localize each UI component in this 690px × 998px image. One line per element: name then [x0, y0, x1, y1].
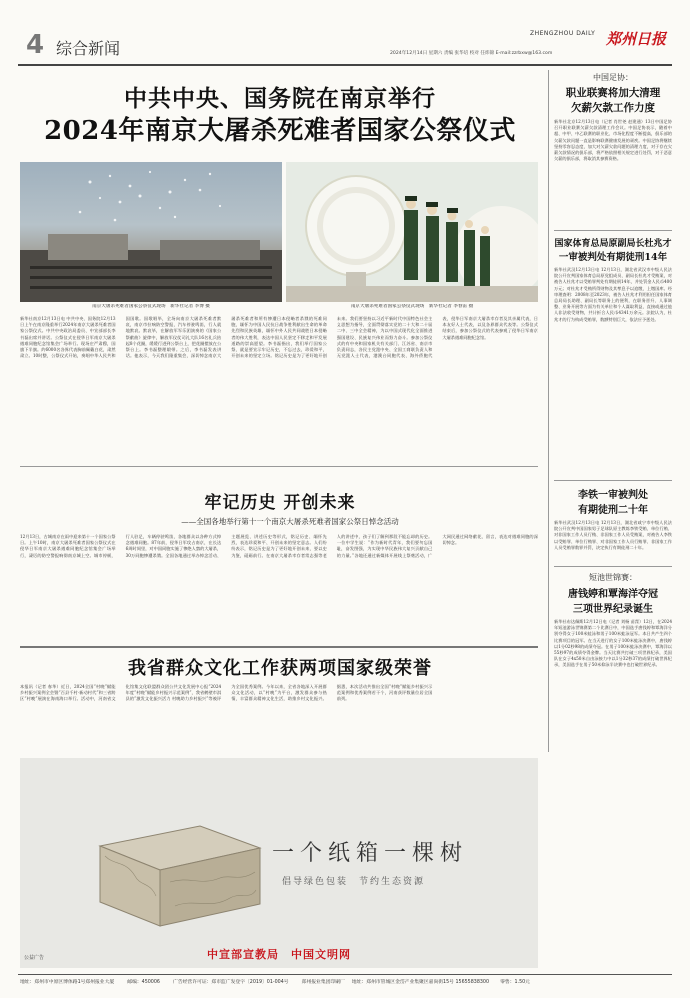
ad-footer: 中宣部宣教局 中国文明网 — [207, 948, 351, 961]
lead-headline-line1: 中共中央、国务院在南京举行 — [124, 85, 436, 112]
article2-headline-2: 一审被判处有期徒刑14年 — [558, 252, 668, 263]
divider-1 — [20, 466, 538, 467]
public-service-ad — [20, 758, 538, 968]
article2-body: 新华社武汉12月13日电 12月13日，湖北省武汉市中级人民法院公开宣判国家体育总局原党组成员、副局长杜兆才受贿案，对被告人杜兆才以受贿罪判处有期徒刑14年，并处罚金人民币400万元；对杜兆才受贿所得财物及其孳息予以追缴，上缴国库。经审理查明：2008年至2023年，被告人杜兆才利用担任国家体育总局局长助理、副局长等职务上的便利，在职务晋升、人事调整、业务开展等方面为有关单位和个人谋取利益，直接或通过他人非法收受财物，共计折合人民币4341万余元。法院认为，杜兆才的行为构成受贿罪，数额特别巨大，依法应予惩处。 — [554, 267, 672, 322]
masthead-meta: 2024年12月14日 星期六 责编 张华培 校对 任炜锦 E-mail:zzrbxw@163.com — [390, 51, 553, 56]
article1-body: 新华社北京12月13日电（记者 肖世尧 赵建通）13日中国足协召开职业联赛欠薪欠款清理工作会议。中国足协表示，随着中超、中甲、中乙联赛的职业化、市场化程度不断提高，俱乐部的欠薪欠款问题一直是影响联赛健康发展的顽疾。中国足协将继续坚持零容忍态度，加大对欠薪欠款问题的清理力度，对于存在欠薪欠款情况的俱乐部，将严格依照相关规定进行处罚，对于恶意欠薪的俱乐部，将取消其参赛资格。 — [554, 119, 672, 162]
article4-headline-1: 唐钱婷和覃海洋夺冠 — [568, 589, 658, 600]
column-separator — [548, 70, 549, 752]
footer-printer: 郑州报业集团印刷厂 — [301, 980, 345, 985]
article3-body: 新华社武汉12月13日电 12月13日，湖北省咸宁市中级人民法院公开宣判中国国家男子足球队原主教练李铁受贿、单位行贿、对非国家工作人员行贿、非国家工作人员受贿案，对被告人李铁以受贿罪、单位行贿罪、对非国家工作人员行贿罪、非国家工作人员受贿罪数罪并罚，决定执行有期徒刑二十年。 — [554, 520, 672, 550]
lead-headline-line2: 2024年南京大屠杀死难者国家公祭仪式 — [44, 116, 516, 146]
article4-headline-2: 三项世界纪录诞生 — [573, 604, 653, 615]
paper-name-en: ZHENGZHOU DAILY — [530, 30, 596, 37]
ad-title: 一个纸箱一棵树 — [272, 841, 469, 866]
footer-phone: 15655838300 — [455, 980, 490, 985]
sub-feature-headline: 牢记历史 开创未来 — [204, 493, 356, 513]
sub-feature-body: 12月13日，古城南京在雨中迎来第十一个国家公祭日。上午10时，南京大屠杀死难者国家公祭仪式在侵华日军南京大屠杀遇难同胞纪念馆集会广场举行，凄厉的防空警报响彻南京城上空。城市停顿，行人驻足，车辆停驶鸣笛，各地群众以各种方式悼念遇难同胞。87年前，侵华日军攻占南京，在长达6周时间里，对中国同胞实施了惨绝人寰的大屠杀，30万同胞惨遭杀戮。全国各地通过举办悼念活动、主题展览、讲述历史等形式，铭记历史、缅怀先烈，表达珍爱和平、开创未来的坚定意志。人们纷纷表示，铭记历史是为了更好地开创未来，要以史为鉴，砥砺前行。在南京大屠杀幸存者常志强等老人的讲述中，孩子们了解到那段不能忘却的历史。一位中学生说：“作为新时代青年，我们要勿忘国耻，奋发图强，为实现中华民族伟大复兴贡献自己的力量。”各地还通过新媒体开展线上祭奠活动，广大网民通过网络献花、留言，表达对遇难同胞的深切悼念。 — [20, 534, 538, 558]
feature-body: 本报讯（记者 春华）近日，2024全国“村晚”赋能乡村振兴案例全会暨“百县千村·新动村代”和三省跨区“村晚”展演在海南海口举行。活动中，河南省文化馆集文化联盟群众团公共文化发展中心报“2024年度“村晚”赋能乡村振兴示范案例”，我省鹤壁市淇县的“激发文化振兴活力 村晚助力乡村振兴”等被评为全国优秀案例。今年以来，全省各地深入开展群众文化活动，以“村晚”为平台，激发群众参与热情，丰富群众精神文化生活，助推乡村文化振兴。据悉，本次活动共推出全国“村晚”赋能乡村振兴示范案例和优秀案例若干个，河南获评数量位居全国前列。 — [20, 684, 433, 702]
footer — [20, 978, 670, 985]
article3-headline-2: 有期徒刑二十年 — [578, 505, 648, 516]
section-title: 综合新闻 — [56, 39, 121, 58]
lead-photo-2 — [286, 162, 538, 302]
lead-photo-1-caption: 南京大屠杀死难者国家公祭仪式现场 新华社记者 李博 摄 — [92, 304, 210, 309]
lead-photo-1 — [20, 162, 282, 302]
right-divider-3 — [554, 566, 672, 567]
right-article-1 — [554, 72, 672, 235]
article4-kicker: 短池世锦赛： — [589, 573, 637, 582]
lead-photo-2-caption: 南京大屠杀死难者国家公祭仪式现场 新华社记者 李春雷 摄 — [350, 304, 474, 309]
right-divider-1 — [554, 230, 672, 231]
article4-body: 新华社布达佩斯12月12日电（记者 刘杨 苗霂）12日，在2024年短池游泳世锦赛第二个比赛日中，中国选手唐钱婷和覃海洋分别夺得女子100米蛙泳和男子100米蛙泳冠军。本日共产生四个比赛项目的冠军。在当天进行的女子100米蛙泳决赛中，唐钱婷以1分02秒98的成绩夺冠。在男子100米蛙泳决赛中，覃海洋以55秒97的成绩夺得金牌。当天比赛共打破三项世界纪录，美国队在女子4x50米自由泳接力中以1分32秒37的成绩打破世界纪录，美国选手在男子50米仰泳半决赛中也打破世界纪录。 — [554, 619, 672, 668]
paper-logo: 郑州日报 — [606, 30, 667, 48]
divider-2 — [20, 646, 538, 648]
footer-price: 零售：1.50元 — [500, 980, 530, 985]
right-article-4 — [554, 572, 672, 943]
footer-license: 广告经营许可证：郑市监广发登字〔2019〕01-004号 — [173, 980, 289, 985]
feature-headline: 我省群众文化工作获两项国家级荣誉 — [128, 658, 432, 679]
sub-feature-subhead: ——全国各地举行第十一个南京大屠杀死难者国家公祭日悼念活动 — [181, 517, 399, 526]
footer-rule — [18, 974, 672, 975]
masthead-rule — [18, 64, 672, 66]
birds-memorial-illustration — [20, 162, 282, 302]
page-number: 4 — [26, 30, 45, 60]
right-divider-2 — [554, 480, 672, 481]
footer-postcode: 邮编：450006 — [127, 980, 160, 985]
ad-label: 公益广告 — [24, 955, 45, 961]
box-tree-illustration — [80, 786, 280, 936]
masthead — [18, 28, 672, 62]
article1-headline-1: 职业联赛将加大清理 — [565, 87, 661, 99]
lead-body: 新华社南京12月13日电 中共中央、国务院12月13日上午在南京隆重举行2024年南京大屠杀死难者国家公祭仪式。中共中央政治局委员、中宣部部长李书磊出席并讲话。公祭仪式在侵华日军南京大屠杀遇难同胞纪念馆集会广场举行。现场庄严肃穆，国旗下半旗。约6000名各界代表胸前佩戴白花，肃然肃立。10时整，公祭仪式开始，奏唱中华人民共和国国歌。国歌唱毕，全场向南京大屠杀死难者默哀，南京市拉响防空警报，汽车停驶鸣笛，行人就地默哀。默哀毕，在解放军军乐团演奏的《国家公祭献曲》旋律中，解放军仪仗司礼大队16名礼兵抬起8个花圈，缓缓行进到公祭台上，把花圈摆放在公祭台上。李书磊整理缎带。之后，李书磊发表讲话。他表示，今天我们隆重集会，深切悼念南京大屠杀死难者和所有惨遭日本侵略者杀戮的死难同胞，缅怀为中国人民抗日战争胜利献出生命的革命先烈和民族英雄，缅怀中外人民共同战胜日本侵略者的伟大胜利，表达中国人民坚定不移走和平发展道路的崇高愿望。李书磊指出，我们举行国家公祭，就是要宣示牢记历史，不忘过去，珍爱和平，开创未来的坚定立场。铭记历史是为了更好地开创未来。我们要坚持以习近平新时代中国特色社会主义思想为指导，全面贯彻落实党的二十大和二十届二中、三中全会精神，为以中国式现代化全面推进强国建设、民族复兴伟业而努力奋斗。参加公祭仪式的有中央和国家机关有关部门、江苏省、南京市负责同志，各民主党派中央、全国工商联负责人和无党派人士代表，港澳台同胞代表、海外侨胞代表，侵华日军南京大屠杀幸存者及其亲属代表，日本友好人士代表，以及各界群众代表等。公祭仪式结束后，参加公祭仪式的代表参观了侵华日军南京大屠杀遇难同胞纪念馆。 — [20, 316, 538, 359]
article2-headline-1: 国家体育总局原副局长杜兆才 — [554, 239, 672, 249]
article3-headline-1: 李铁一审被判处 — [578, 490, 648, 501]
footer-address: 地址：郑州市中原区博体路1号郑州报业大厦 — [20, 980, 115, 985]
footer-printer-address: 地址：郑州市管城区金岱产业集聚区嘉尚街15号 — [351, 980, 454, 985]
ad-slogan: 倡导绿色包装 节约生态资源 — [282, 877, 426, 887]
lead-headline — [20, 84, 540, 148]
article1-kicker: 中国足协： — [593, 73, 633, 82]
right-article-3 — [554, 486, 672, 570]
wreath-honor-guard-illustration — [286, 162, 538, 302]
right-article-2 — [554, 236, 672, 457]
article1-headline-2: 欠薪欠款工作力度 — [571, 102, 655, 114]
